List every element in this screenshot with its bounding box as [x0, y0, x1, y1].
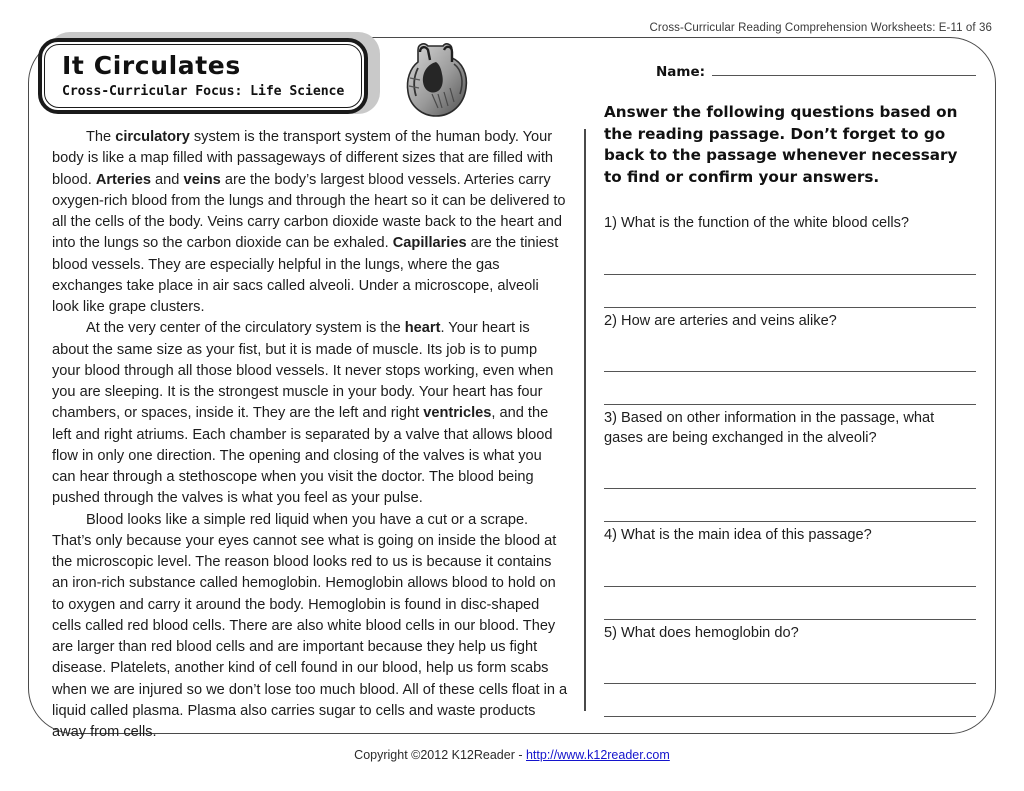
question-block	[604, 409, 976, 522]
answer-line[interactable]	[604, 242, 976, 275]
vocabulary-term: circulatory	[115, 129, 190, 145]
questions-panel	[604, 62, 976, 721]
answer-line[interactable]	[604, 554, 976, 587]
page-title: It Circulates	[62, 51, 241, 81]
name-label: Name:	[656, 64, 706, 80]
name-field-row	[656, 62, 976, 80]
passage-text: The	[86, 129, 116, 145]
answer-line[interactable]	[604, 587, 976, 620]
name-input-blank[interactable]	[712, 62, 976, 76]
question-block	[604, 312, 976, 406]
vocabulary-term: ventricles	[423, 405, 492, 422]
question-text: 1) What is the function of the white blood cells?	[604, 215, 910, 231]
passage-text: Blood looks like a simple red liquid when you have a cut or a scrape. That’s only because your eyes cannot see what is going on inside the blood at the microscopic level. The reason blood looks red to us is because it contains an iron-rich substance called hemoglobin. Hemoglobin allows blood to hold on to oxygen and carry it around the body. Hemoglobin is found in disc-shaped cells called red blood cells. There are also white blood cells in our blood. They are larger than red blood cells and are important because they help us fight disease. Platelets, another kind of cell found in our blood, help us form scabs when we are injured so we don’t lose too much blood. All of these cells float in a liquid called plasma. Plasma also carries sugar to cells and waste products away from cells.	[52, 511, 568, 740]
passage-paragraph	[52, 510, 568, 744]
question-block	[604, 526, 976, 620]
instructions-text: Answer the following questions based on the reading passage. Don’t forget to go back to the passage whenever necessary to find or confirm your answers.	[604, 103, 958, 186]
worksheet-series-label: Cross-Curricular Reading Comprehension Worksheets: E-11 of 36	[649, 22, 992, 34]
passage-paragraph	[52, 318, 568, 509]
vocabulary-term: veins	[183, 171, 221, 188]
question-text: 3) Based on other information in the passage, what gases are being exchanged in the alveoli?	[604, 410, 935, 446]
passage-text: and	[151, 171, 184, 188]
answer-line[interactable]	[604, 489, 976, 522]
answer-line[interactable]	[604, 651, 976, 684]
vocabulary-term: heart	[404, 320, 441, 337]
question-block	[604, 214, 976, 308]
question-text: 2) How are arteries and veins alike?	[604, 312, 837, 329]
vocabulary-term: Arteries	[95, 171, 151, 188]
question-text: 5) What does hemoglobin do?	[604, 624, 799, 641]
question-block	[604, 624, 976, 718]
answer-line[interactable]	[604, 372, 976, 405]
questions-list	[604, 214, 976, 717]
title-card	[38, 38, 368, 114]
passage-text: At the very center of the circulatory system is the	[86, 320, 405, 337]
passage-paragraph	[52, 127, 568, 318]
anatomical-heart-icon	[398, 38, 476, 120]
passage-text: system is the transport system of the human body. Your body is like a map filled with passageways of different sizes that are filled with blood.	[52, 129, 554, 188]
k12reader-link[interactable]: http://www.k12reader.com	[525, 748, 670, 762]
footer	[0, 748, 1024, 762]
question-text: 4) What is the main idea of this passage?	[604, 527, 872, 543]
answer-line[interactable]	[604, 275, 976, 308]
column-divider	[584, 129, 586, 711]
reading-passage	[52, 127, 568, 743]
passage-text: are the tiniest blood vessels. They are especially helpful in the lungs, where the gas exchanges take place in air sacs called alveoli. Under a microscope, alveoli look like grape clusters.	[52, 235, 559, 315]
answer-line[interactable]	[604, 339, 976, 372]
copyright-text: Copyright ©2012 K12Reader -	[354, 748, 526, 762]
page-subtitle: Cross-Curricular Focus: Life Science	[62, 83, 345, 99]
passage-text: are the body’s largest blood vessels. Arteries carry oxygen-rich blood from the lungs and through the heart so it can be delivered to all the cells of the body. Veins carry carbon dioxide waste back to the heart and into the lungs so the carbon dioxide can be exhaled.	[52, 171, 566, 252]
answer-line[interactable]	[604, 684, 976, 717]
vocabulary-term: Capillaries	[392, 235, 467, 252]
answer-line[interactable]	[604, 456, 976, 489]
passage-text: . Your heart is about the same size as your fist, but it is made of muscle. Its job is to pump your blood through all those blood vessels. It never stops working, even when you are sleeping. It is the strongest muscle in your body. Your heart has four chambers, or spaces, inside it. They are the left and right	[52, 320, 554, 422]
passage-text: , and the left and right atriums. Each chamber is separated by a valve that allows blood flow in only one direction. The opening and closing of the valves is what you can hear through a stethoscope when you visit the doctor. The blood being pushed through the valves is what you feel as your pulse.	[52, 405, 553, 507]
